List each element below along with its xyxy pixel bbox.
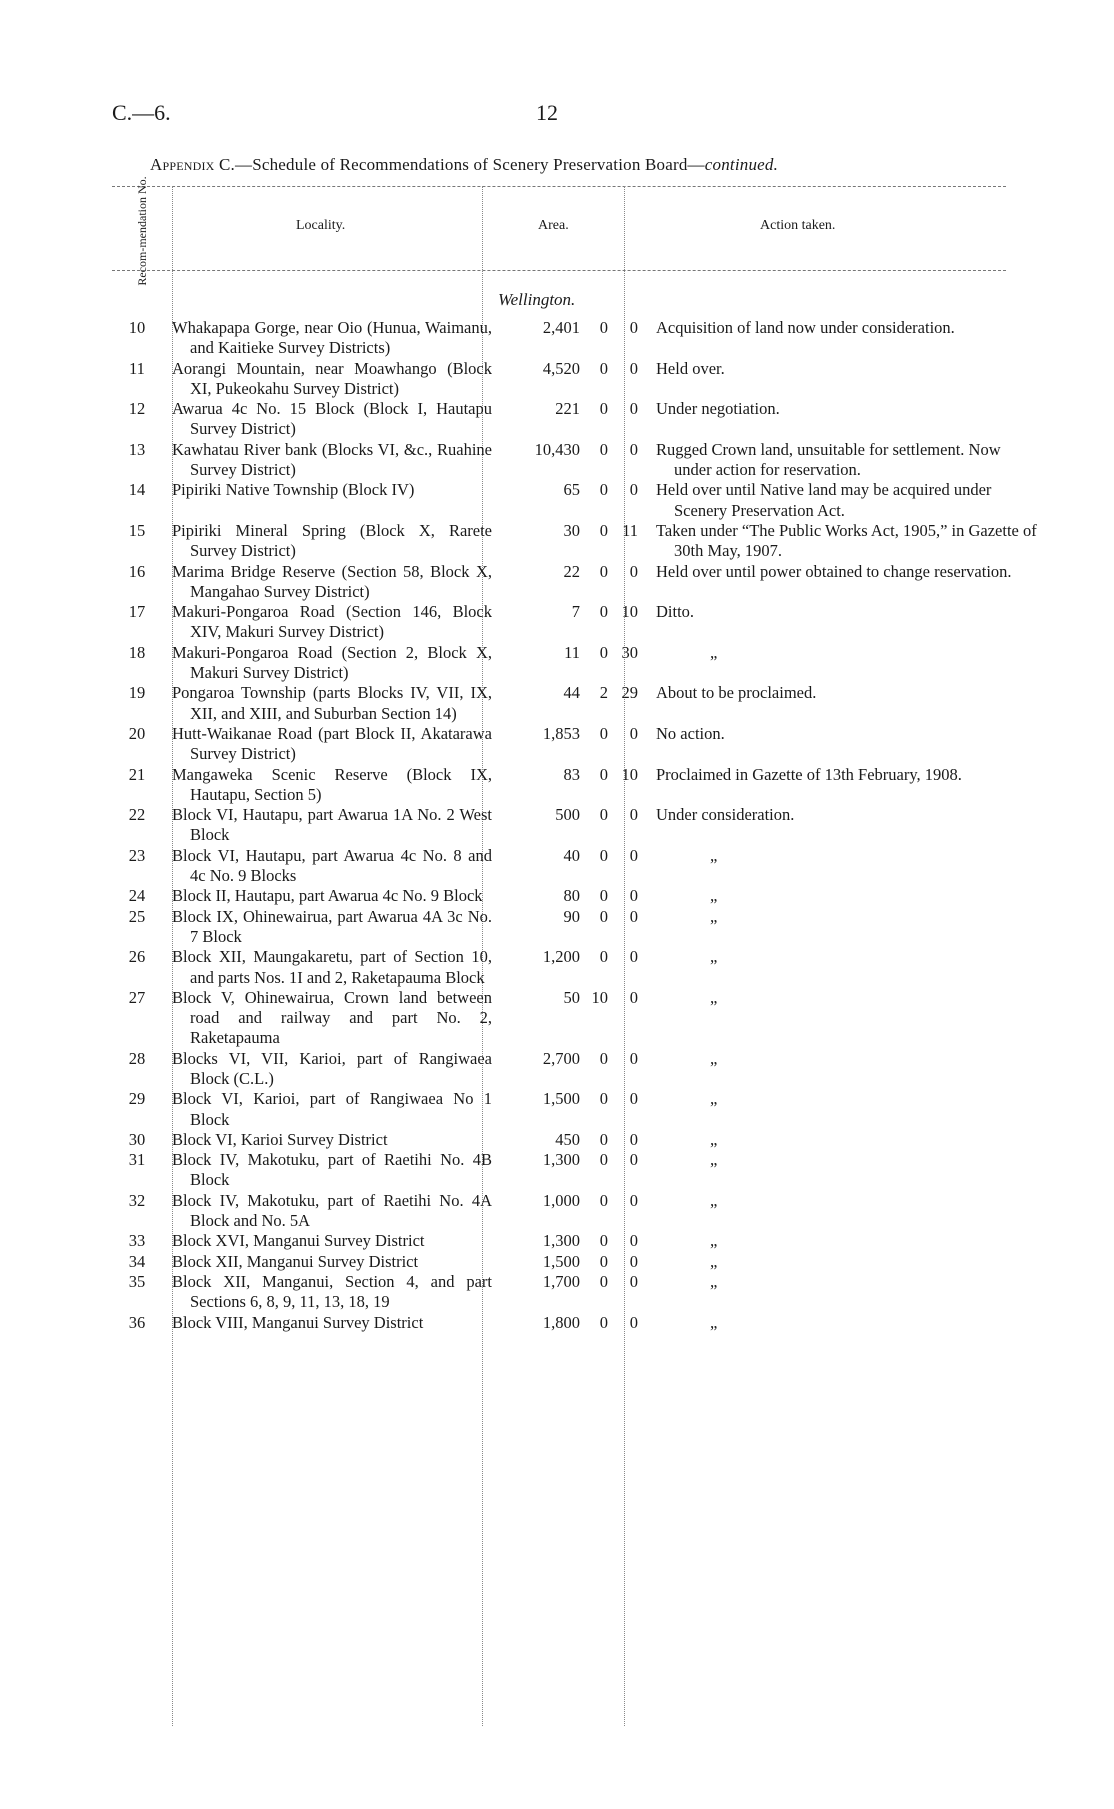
area-perches: 0 <box>629 845 638 865</box>
action-text: „ <box>710 1190 718 1210</box>
area-perches: 0 <box>629 906 638 926</box>
locality-cell <box>162 1252 502 1272</box>
area-cell <box>502 1049 642 1090</box>
action-cell <box>642 1231 1046 1251</box>
action-cell <box>642 765 1046 806</box>
locality-cell <box>162 318 502 359</box>
action-text: Ditto. <box>656 602 695 622</box>
area-acres: 80 <box>563 886 580 906</box>
area-perches: 0 <box>629 358 638 378</box>
recommendation-number: 29 <box>128 1089 146 1109</box>
area-roods: 0 <box>599 845 608 865</box>
recommendation-number: 22 <box>128 805 146 825</box>
area-acres: 10,430 <box>534 439 580 459</box>
page-number: 12 <box>536 100 558 125</box>
locality-text: Block VIII, Manganui Survey District <box>172 1312 424 1332</box>
action-text: „ <box>710 1231 718 1251</box>
area-perches: 0 <box>629 987 638 1007</box>
table-row <box>112 643 1046 684</box>
recommendation-number: 32 <box>128 1190 146 1210</box>
area-roods: 0 <box>599 520 608 540</box>
area-perches: 0 <box>629 561 638 581</box>
action-cell <box>642 988 1046 1049</box>
action-cell <box>642 1150 1046 1191</box>
area-perches: 29 <box>621 683 638 703</box>
recommendation-number: 16 <box>128 561 146 581</box>
action-cell <box>642 1313 1046 1333</box>
schedule-table <box>112 318 1046 1333</box>
action-cell <box>642 724 1046 765</box>
table-row <box>112 1130 1046 1150</box>
locality-cell <box>162 643 502 684</box>
area-acres: 1,853 <box>542 723 580 743</box>
action-text: „ <box>710 886 718 906</box>
action-text: „ <box>710 1129 718 1149</box>
title-main: —Schedule of Recommendations of Scenery Preservation Board— <box>235 155 705 174</box>
locality-cell <box>162 359 502 400</box>
action-text: „ <box>710 987 718 1007</box>
area-acres: 2,401 <box>542 318 580 337</box>
locality-text: Awarua 4c No. 15 Block (Block I, Hautapu Survey District) <box>172 399 492 439</box>
table-row <box>112 1313 1046 1333</box>
area-roods: 0 <box>599 947 608 967</box>
recommendation-number: 21 <box>128 764 146 784</box>
area-perches: 0 <box>629 480 638 500</box>
action-cell <box>642 480 1046 521</box>
area-roods: 0 <box>599 886 608 906</box>
area-acres: 83 <box>563 764 580 784</box>
locality-text: Block XII, Manganui, Section 4, and part Sections 6, 8, 9, 11, 13, 18, 19 <box>172 1271 492 1312</box>
area-cell <box>502 440 642 481</box>
area-roods: 2 <box>599 683 608 703</box>
locality-cell <box>162 765 502 806</box>
area-perches: 0 <box>629 723 638 743</box>
locality-text: Block XII, Maungakaretu, part of Section 10, and parts Nos. 1I and 2, Raketapauma Block <box>172 947 492 987</box>
area-cell <box>502 1272 642 1313</box>
action-cell <box>642 1191 1046 1232</box>
area-perches: 0 <box>629 1312 638 1332</box>
area-perches: 0 <box>629 1190 638 1210</box>
action-cell <box>642 1130 1046 1150</box>
locality-text: Marima Bridge Reserve (Section 58, Block X, Mangahao Survey District) <box>172 561 492 601</box>
locality-text: Block IX, Ohinewairua, part Awarua 4A 3c No. 7 Block <box>172 906 492 946</box>
area-roods: 0 <box>599 439 608 459</box>
action-cell <box>642 1252 1046 1272</box>
action-text: Rugged Crown land, unsuitable for settlement. Now under action for reservation. <box>656 439 1001 480</box>
recommendation-number: 13 <box>128 439 146 459</box>
area-acres: 1,500 <box>542 1251 580 1271</box>
area-perches: 0 <box>629 1048 638 1068</box>
area-acres: 11 <box>564 642 580 662</box>
recommendation-number: 17 <box>128 602 146 622</box>
locality-text: Mangaweka Scenic Reserve (Block IX, Hautapu, Section 5) <box>172 764 492 804</box>
area-cell <box>502 1089 642 1130</box>
locality-text: Makuri-Pongaroa Road (Section 146, Block XIV, Makuri Survey District) <box>172 602 492 642</box>
action-cell <box>642 907 1046 948</box>
area-roods: 0 <box>599 642 608 662</box>
area-roods: 0 <box>599 1190 608 1210</box>
area-acres: 1,500 <box>542 1089 580 1109</box>
recommendation-number: 24 <box>128 886 146 906</box>
area-cell <box>502 1150 642 1191</box>
locality-text: Pongaroa Township (parts Blocks IV, VII, IX, XII, and XIII, and Suburban Section 14) <box>172 683 492 723</box>
recommendation-number: 34 <box>128 1251 146 1271</box>
area-cell <box>502 886 642 906</box>
area-acres: 1,200 <box>542 947 580 967</box>
locality-cell <box>162 1313 502 1333</box>
locality-text: Block V, Ohinewairua, Crown land between road and railway and part No. 2, Raketapauma <box>172 987 492 1048</box>
area-roods: 0 <box>599 602 608 622</box>
locality-cell <box>162 1150 502 1191</box>
table-row <box>112 562 1046 603</box>
area-perches: 0 <box>629 1231 638 1251</box>
table-row <box>112 1049 1046 1090</box>
area-roods: 0 <box>599 1089 608 1109</box>
locality-text: Block VI, Karioi Survey District <box>172 1129 388 1149</box>
table-row <box>112 359 1046 400</box>
area-cell <box>502 643 642 684</box>
action-text: „ <box>710 642 718 662</box>
district-heading: Wellington. <box>498 290 576 309</box>
column-header-action: Action taken. <box>760 218 836 233</box>
area-roods: 0 <box>599 1251 608 1271</box>
area-cell <box>502 846 642 887</box>
area-roods: 0 <box>599 723 608 743</box>
area-acres: 1,700 <box>542 1271 580 1291</box>
area-cell <box>502 602 642 643</box>
action-text: „ <box>710 947 718 967</box>
area-perches: 10 <box>621 602 638 622</box>
action-text: Proclaimed in Gazette of 13th February, 1908. <box>656 764 962 784</box>
area-acres: 44 <box>563 683 580 703</box>
area-roods: 0 <box>599 1048 608 1068</box>
action-text: „ <box>710 1150 718 1170</box>
recommendation-number: 25 <box>128 906 146 926</box>
locality-cell <box>162 1049 502 1090</box>
table-row <box>112 1150 1046 1191</box>
area-cell <box>502 562 642 603</box>
area-cell <box>502 521 642 562</box>
table-row <box>112 907 1046 948</box>
locality-cell <box>162 1272 502 1313</box>
action-text: Held over until power obtained to change reservation. <box>656 561 1012 581</box>
recommendation-number: 28 <box>128 1048 146 1068</box>
area-cell <box>502 1191 642 1232</box>
locality-text: Block XII, Manganui Survey District <box>172 1251 419 1271</box>
locality-cell <box>162 907 502 948</box>
recommendation-number: 20 <box>128 723 146 743</box>
area-cell <box>502 907 642 948</box>
locality-cell <box>162 440 502 481</box>
action-text: About to be proclaimed. <box>656 683 817 703</box>
recommendation-number: 27 <box>128 987 146 1007</box>
table-row <box>112 440 1046 481</box>
locality-cell <box>162 1130 502 1150</box>
area-acres: 30 <box>563 520 580 540</box>
area-perches: 0 <box>629 318 638 337</box>
area-roods: 0 <box>599 561 608 581</box>
table-row <box>112 602 1046 643</box>
title-prefix: Appendix C. <box>150 155 235 174</box>
recommendation-number: 19 <box>128 683 146 703</box>
area-roods: 0 <box>599 1271 608 1291</box>
action-cell <box>642 521 1046 562</box>
recommendation-number: 10 <box>128 318 146 337</box>
area-roods: 0 <box>599 1150 608 1170</box>
area-acres: 500 <box>555 805 580 825</box>
area-roods: 0 <box>599 764 608 784</box>
action-text: No action. <box>656 723 725 743</box>
title-suffix: continued. <box>704 155 779 174</box>
area-roods: 0 <box>599 399 608 419</box>
recommendation-number: 36 <box>128 1312 146 1332</box>
area-perches: 30 <box>621 642 638 662</box>
column-header-number-label: Recom-mendation No. <box>135 176 149 286</box>
action-cell <box>642 947 1046 988</box>
locality-text: Whakapapa Gorge, near Oio (Hunua, Waimanu, and Kaitieke Survey Districts) <box>172 318 492 358</box>
locality-cell <box>162 521 502 562</box>
action-cell <box>642 1272 1046 1313</box>
action-cell <box>642 805 1046 846</box>
locality-text: Pipiriki Mineral Spring (Block X, Rarete Survey District) <box>172 520 492 561</box>
area-cell <box>502 683 642 724</box>
action-text: Under negotiation. <box>656 399 780 419</box>
locality-cell <box>162 988 502 1049</box>
action-cell <box>642 643 1046 684</box>
area-cell <box>502 765 642 806</box>
locality-cell <box>162 724 502 765</box>
area-cell <box>502 1252 642 1272</box>
area-acres: 22 <box>563 561 580 581</box>
locality-text: Blocks VI, VII, Karioi, part of Rangiwaea Block (C.L.) <box>172 1048 492 1088</box>
locality-cell <box>162 1089 502 1130</box>
action-text: Held over until Native land may be acquired under Scenery Preservation Act. <box>656 480 992 520</box>
area-cell <box>502 399 642 440</box>
locality-text: Kawhatau River bank (Blocks VI, &c., Ruahine Survey District) <box>172 439 492 480</box>
area-perches: 0 <box>629 439 638 459</box>
locality-cell <box>162 480 502 521</box>
action-cell <box>642 318 1046 359</box>
action-text: „ <box>710 845 718 865</box>
table-row <box>112 521 1046 562</box>
area-perches: 0 <box>629 399 638 419</box>
recommendation-number: 12 <box>128 399 146 419</box>
recommendation-number: 11 <box>129 358 145 378</box>
area-cell <box>502 1313 642 1333</box>
table-row <box>112 1272 1046 1313</box>
action-text: „ <box>710 906 718 926</box>
table-row <box>112 480 1046 521</box>
area-roods: 0 <box>599 480 608 500</box>
action-cell <box>642 399 1046 440</box>
area-perches: 10 <box>621 764 638 784</box>
table-row <box>112 1089 1046 1130</box>
recommendation-number: 23 <box>128 845 146 865</box>
schedule-rows <box>112 318 1046 1333</box>
recommendation-number: 15 <box>128 520 146 540</box>
action-text: „ <box>710 1312 718 1332</box>
locality-text: Block II, Hautapu, part Awarua 4c No. 9 Block <box>172 886 483 906</box>
table-row <box>112 947 1046 988</box>
area-cell <box>502 805 642 846</box>
area-perches: 0 <box>629 1251 638 1271</box>
locality-text: Block VI, Hautapu, part Awarua 1A No. 2 West Block <box>172 805 492 845</box>
area-acres: 221 <box>555 399 580 419</box>
area-acres: 4,520 <box>542 358 580 378</box>
area-acres: 2,700 <box>542 1048 580 1068</box>
locality-text: Hutt-Waikanae Road (part Block II, Akatarawa Survey District) <box>172 723 492 764</box>
action-cell <box>642 602 1046 643</box>
locality-cell <box>162 1191 502 1232</box>
area-roods: 0 <box>599 906 608 926</box>
area-acres: 450 <box>555 1129 580 1149</box>
table-row <box>112 988 1046 1049</box>
area-cell <box>502 480 642 521</box>
area-acres: 1,300 <box>542 1150 580 1170</box>
page-title <box>150 155 778 175</box>
area-cell <box>502 724 642 765</box>
action-cell <box>642 359 1046 400</box>
area-acres: 50 <box>563 987 580 1007</box>
locality-cell <box>162 805 502 846</box>
locality-text: Block VI, Hautapu, part Awarua 4c No. 8 and 4c No. 9 Blocks <box>172 845 492 886</box>
action-cell <box>642 1049 1046 1090</box>
column-header-locality: Locality. <box>296 218 346 233</box>
locality-text: Block VI, Karioi, part of Rangiwaea No 1 Block <box>172 1089 492 1129</box>
action-text: „ <box>710 1271 718 1291</box>
column-header-area: Area. <box>538 218 569 233</box>
action-text: Under consideration. <box>656 805 795 825</box>
area-roods: 0 <box>599 1312 608 1332</box>
table-row <box>112 805 1046 846</box>
locality-cell <box>162 602 502 643</box>
action-cell <box>642 440 1046 481</box>
locality-cell <box>162 1231 502 1251</box>
table-row <box>112 1252 1046 1272</box>
area-cell <box>502 1231 642 1251</box>
table-row <box>112 1231 1046 1251</box>
locality-text: Block IV, Makotuku, part of Raetihi No. 4B Block <box>172 1150 492 1190</box>
table-row <box>112 886 1046 906</box>
area-perches: 0 <box>629 1089 638 1109</box>
area-perches: 0 <box>629 947 638 967</box>
area-perches: 0 <box>629 1150 638 1170</box>
locality-cell <box>162 399 502 440</box>
table-row <box>112 846 1046 887</box>
area-roods: 0 <box>599 318 608 337</box>
recommendation-number: 26 <box>128 947 146 967</box>
table-row <box>112 1191 1046 1232</box>
area-perches: 11 <box>622 520 638 540</box>
area-cell <box>502 1130 642 1150</box>
action-text: „ <box>710 1048 718 1068</box>
area-roods: 10 <box>591 987 608 1007</box>
column-header-number <box>112 176 172 286</box>
table-row <box>112 399 1046 440</box>
recommendation-number: 33 <box>128 1231 146 1251</box>
area-roods: 0 <box>599 805 608 825</box>
area-cell <box>502 318 642 359</box>
action-cell <box>642 1089 1046 1130</box>
action-cell <box>642 683 1046 724</box>
action-text: Held over. <box>656 358 725 378</box>
recommendation-number: 31 <box>128 1150 146 1170</box>
area-cell <box>502 359 642 400</box>
table-row <box>112 683 1046 724</box>
header-top-rule <box>112 186 1006 187</box>
area-perches: 0 <box>629 805 638 825</box>
area-perches: 0 <box>629 1129 638 1149</box>
action-text: Acquisition of land now under consideration. <box>656 318 955 337</box>
locality-cell <box>162 947 502 988</box>
area-acres: 1,300 <box>542 1231 580 1251</box>
recommendation-number: 30 <box>128 1129 146 1149</box>
area-acres: 65 <box>563 480 580 500</box>
area-cell <box>502 988 642 1049</box>
action-text: Taken under “The Public Works Act, 1905,” in Gazette of 30th May, 1907. <box>656 520 1037 561</box>
table-row <box>112 724 1046 765</box>
action-cell <box>642 886 1046 906</box>
recommendation-number: 14 <box>128 480 146 500</box>
table-row <box>112 318 1046 359</box>
locality-cell <box>162 562 502 603</box>
locality-text: Pipiriki Native Township (Block IV) <box>172 480 415 500</box>
locality-cell <box>162 846 502 887</box>
area-acres: 1,800 <box>542 1312 580 1332</box>
document-code: C.—6. <box>112 100 171 125</box>
locality-cell <box>162 683 502 724</box>
action-cell <box>642 562 1046 603</box>
locality-text: Makuri-Pongaroa Road (Section 2, Block X, Makuri Survey District) <box>172 642 492 683</box>
table-row <box>112 765 1046 806</box>
locality-cell <box>162 886 502 906</box>
locality-text: Block IV, Makotuku, part of Raetihi No. 4A Block and No. 5A <box>172 1190 492 1231</box>
area-roods: 0 <box>599 1129 608 1149</box>
action-text: „ <box>710 1251 718 1271</box>
area-cell <box>502 947 642 988</box>
area-perches: 0 <box>629 886 638 906</box>
header-bottom-rule <box>112 270 1006 271</box>
area-roods: 0 <box>599 1231 608 1251</box>
area-roods: 0 <box>599 358 608 378</box>
area-acres: 1,000 <box>542 1190 580 1210</box>
area-acres: 90 <box>563 906 580 926</box>
area-acres: 40 <box>563 845 580 865</box>
locality-text: Block XVI, Manganui Survey District <box>172 1231 425 1251</box>
recommendation-number: 35 <box>128 1271 146 1291</box>
action-cell <box>642 846 1046 887</box>
area-acres: 7 <box>571 602 580 622</box>
recommendation-number: 18 <box>128 642 146 662</box>
action-text: „ <box>710 1089 718 1109</box>
locality-text: Aorangi Mountain, near Moawhango (Block XI, Pukeokahu Survey District) <box>172 358 492 398</box>
area-perches: 0 <box>629 1271 638 1291</box>
